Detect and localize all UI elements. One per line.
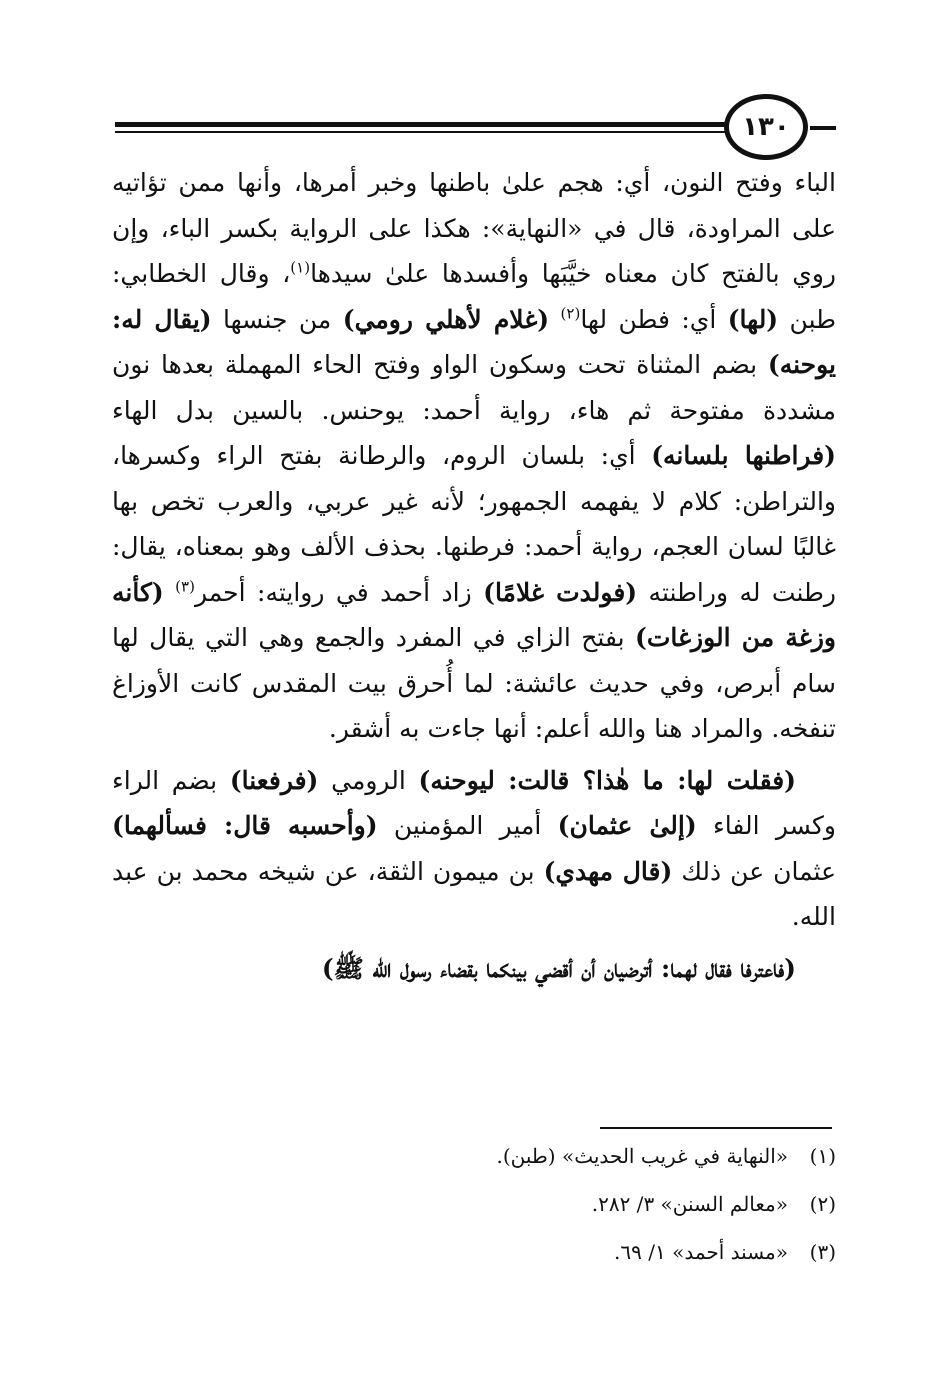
footnote-text: «مسند أحمد» ١/ ٦٩. — [614, 1240, 788, 1264]
text-run: الرومي — [318, 765, 419, 795]
text-run: أي: فطن لها — [580, 304, 728, 334]
text-run: بضم المثناة تحت وسكون الواو وفتح الحاء المهملة بعدها نون مشددة مفتوحة ثم هاء، رواية أحمد: يوحنس. بالسين بدل الهاء — [112, 350, 836, 425]
text-run: الباء وفتح النون، أي: هجم علىٰ باطنها وخبر أمرها، وأنها ممن تؤاتيه على المراودة، قال في «النهاية»: هكذا على الرواية بكسر الباء، وإن روي بالفتح كان معناه خيَّبَها وأفسدها علىٰ سيدها — [112, 168, 837, 288]
header-rule-thin — [115, 131, 727, 133]
header-rule-stub — [810, 126, 836, 130]
text-run: زاد أحمد في روايته: أحمر — [194, 577, 484, 607]
hadith-quote: (قال مهدي) — [543, 856, 673, 886]
footnote-ref-2[interactable]: (٢) — [560, 304, 581, 323]
page-number: ١٣٠ — [742, 112, 790, 142]
hadith-quote: (فاعترفا فقال لهما: أترضيان أن أقضي بينكما بقضاء رسول الله ﷺ) — [321, 953, 796, 983]
footnotes — [112, 1136, 836, 1280]
hadith-quote: (إلىٰ عثمان) — [557, 811, 697, 840]
hadith-quote: (فرفعنا) — [229, 765, 319, 795]
paragraph-1 — [112, 160, 836, 752]
paragraph-3 — [112, 946, 836, 992]
footnote-text: «النهاية في غريب الحديث» (طبن). — [496, 1144, 788, 1168]
hadith-quote: (فقلت لها: ما هٰذا؟ قالت: ليوحنه) — [418, 765, 796, 795]
text-run: أمير المؤمنين — [377, 811, 558, 840]
text-run: عثمان عن ذلك — [672, 856, 837, 886]
footnote-2 — [112, 1184, 836, 1232]
text-run — [549, 305, 560, 334]
hadith-quote: (فولدت غلامًا) — [483, 577, 638, 607]
text-run — [164, 578, 175, 607]
hadith-quote: (لها) — [727, 304, 779, 334]
page-number-badge — [724, 94, 808, 160]
footnote-separator — [600, 1127, 832, 1129]
hadith-quote: (غلام لأهلي رومي) — [342, 304, 550, 334]
header-rule-thick — [115, 122, 727, 127]
hadith-quote: (يقال له: يوحنه) — [112, 304, 836, 379]
footnote-text: «معالم السنن» ٣/ ٢٨٢. — [591, 1192, 788, 1216]
text-run: ، وقال الخطابي: طبن — [112, 259, 837, 334]
footnote-ref-3[interactable]: (٣) — [175, 577, 195, 596]
footnote-number: (٢) — [809, 1192, 836, 1216]
footnote-number: (٣) — [809, 1240, 836, 1264]
paragraph-2 — [112, 758, 836, 940]
hadith-quote: (كأنه وزغة من الوزغات) — [112, 577, 836, 652]
hadith-quote: (وأحسبه قال: فسألهما) — [112, 811, 378, 840]
text-run: من جنسها — [211, 304, 343, 334]
body-text — [112, 160, 836, 991]
text-run: بفتح الزاي في المفرد والجمع وهي التي يقال لها سام أبرص، وفي حديث عائشة: لما أُحرق بيت المقدس كانت الأوزاغ تنفخه. والمراد هنا والله أعلم: أنها جاءت به أشقر. — [112, 623, 836, 743]
footnote-ref-1[interactable]: (١) — [290, 258, 311, 277]
text-run: أي: بلسان الروم، والرطانة بفتح الراء وكسرها، والتراطن: كلام لا يفهمه الجمهور؛ لأنه غير عربي، والعرب تخص بها غالبًا لسان العجم، رواية أحمد: فرطنها. بحذف الألف وهو بمعناه، يقال: رطنت له وراطنته — [112, 441, 836, 607]
hadith-quote: (فراطنها بلسانه) — [651, 441, 836, 470]
text-run: بن ميمون الثقة، عن شيخه محمد بن عبد الله. — [112, 856, 836, 931]
footnote-1 — [112, 1136, 836, 1184]
footnote-3 — [112, 1232, 836, 1280]
footnote-number: (١) — [809, 1144, 836, 1168]
text-run: بضم الراء وكسر الفاء — [112, 765, 836, 840]
